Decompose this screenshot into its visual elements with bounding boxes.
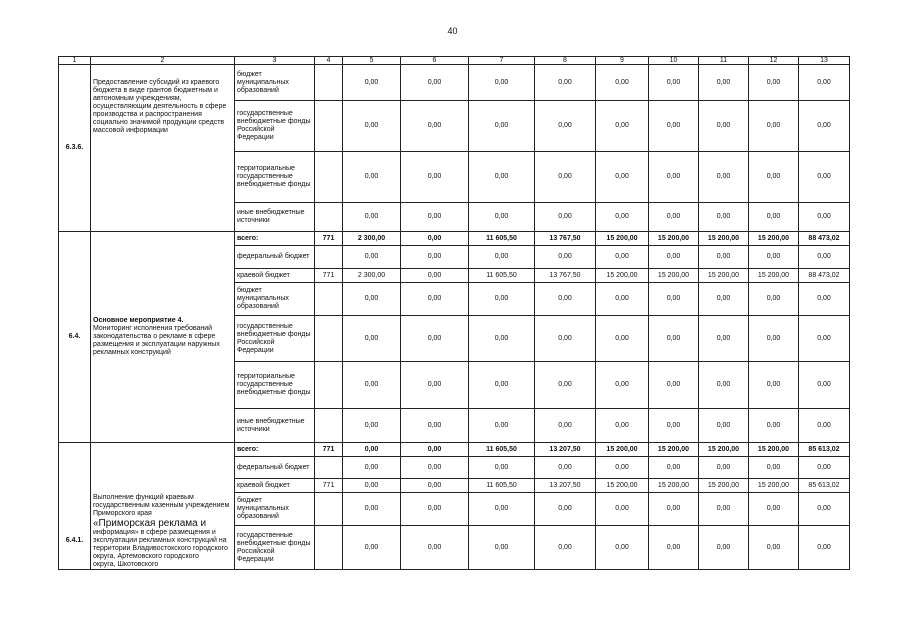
amount-cell: 0,00	[596, 409, 649, 443]
amount-cell: 0,00	[749, 246, 799, 269]
budget-table	[58, 56, 850, 570]
source-label: краевой бюджет	[235, 269, 315, 283]
amount-cell: 0,00	[799, 101, 850, 152]
item-name-text: информация» в сфере размещения и эксплуатации рекламных конструкций на территории Владивостокского городского округа, Артемовского городского	[93, 529, 228, 560]
kbk-cell	[315, 457, 343, 479]
item-name-bold: Основное мероприятие 4.	[93, 317, 184, 324]
column-number: 1	[59, 57, 91, 65]
amount-cell: 0,00	[343, 479, 401, 493]
source-label: государственные внебюджетные фонды Российской Федерации	[235, 101, 315, 152]
amount-cell: 0,00	[535, 457, 596, 479]
amount-cell: 0,00	[596, 152, 649, 203]
source-label: иные внебюджетные источники	[235, 203, 315, 232]
item-name-text: округа, Шкотовского	[93, 561, 159, 568]
amount-cell: 0,00	[535, 101, 596, 152]
kbk-cell: 771	[315, 443, 343, 457]
amount-cell: 15 200,00	[649, 479, 699, 493]
amount-cell: 0,00	[535, 152, 596, 203]
amount-cell: 15 200,00	[699, 269, 749, 283]
amount-cell: 0,00	[799, 409, 850, 443]
kbk-cell	[315, 203, 343, 232]
amount-cell: 0,00	[799, 316, 850, 362]
amount-cell: 0,00	[469, 283, 535, 316]
column-number: 6	[401, 57, 469, 65]
amount-cell: 0,00	[749, 526, 799, 570]
kbk-cell: 771	[315, 269, 343, 283]
amount-cell: 0,00	[799, 362, 850, 409]
kbk-cell	[315, 152, 343, 203]
source-label: всего:	[235, 443, 315, 457]
amount-cell: 0,00	[699, 409, 749, 443]
amount-cell: 0,00	[749, 409, 799, 443]
kbk-cell	[315, 526, 343, 570]
amount-cell: 0,00	[596, 493, 649, 526]
kbk-cell	[315, 493, 343, 526]
column-number: 9	[596, 57, 649, 65]
amount-cell: 0,00	[699, 203, 749, 232]
header-row	[59, 57, 850, 65]
amount-cell: 0,00	[343, 283, 401, 316]
table-row	[59, 65, 850, 101]
amount-cell: 0,00	[401, 232, 469, 246]
amount-cell: 0,00	[596, 65, 649, 101]
amount-cell: 0,00	[401, 65, 469, 101]
column-number: 5	[343, 57, 401, 65]
column-number: 11	[699, 57, 749, 65]
amount-cell: 0,00	[649, 101, 699, 152]
amount-cell: 0,00	[343, 443, 401, 457]
kbk-cell	[315, 409, 343, 443]
amount-cell: 0,00	[749, 203, 799, 232]
amount-cell: 0,00	[596, 246, 649, 269]
amount-cell: 15 200,00	[699, 232, 749, 246]
amount-cell: 0,00	[343, 101, 401, 152]
amount-cell: 0,00	[749, 493, 799, 526]
source-label: федеральный бюджет	[235, 457, 315, 479]
amount-cell: 0,00	[469, 203, 535, 232]
item-code: 6.4.	[59, 232, 91, 443]
amount-cell: 0,00	[649, 493, 699, 526]
amount-cell: 2 300,00	[343, 232, 401, 246]
kbk-cell	[315, 65, 343, 101]
source-label: всего:	[235, 232, 315, 246]
item-code: 6.3.6.	[59, 65, 91, 232]
source-label: бюджет муниципальных образований	[235, 493, 315, 526]
amount-cell: 0,00	[699, 362, 749, 409]
amount-cell: 0,00	[649, 203, 699, 232]
amount-cell: 0,00	[343, 65, 401, 101]
amount-cell: 0,00	[799, 526, 850, 570]
amount-cell: 15 200,00	[649, 232, 699, 246]
amount-cell: 0,00	[343, 493, 401, 526]
amount-cell: 0,00	[535, 362, 596, 409]
column-number: 12	[749, 57, 799, 65]
amount-cell: 0,00	[469, 152, 535, 203]
amount-cell: 0,00	[343, 526, 401, 570]
amount-cell: 15 200,00	[596, 269, 649, 283]
amount-cell: 0,00	[699, 101, 749, 152]
amount-cell: 0,00	[749, 101, 799, 152]
amount-cell: 0,00	[749, 283, 799, 316]
amount-cell: 15 200,00	[749, 479, 799, 493]
amount-cell: 0,00	[649, 283, 699, 316]
amount-cell: 11 605,50	[469, 232, 535, 246]
amount-cell: 0,00	[469, 316, 535, 362]
amount-cell: 0,00	[401, 152, 469, 203]
amount-cell: 0,00	[401, 443, 469, 457]
amount-cell: 88 473,02	[799, 232, 850, 246]
column-number: 7	[469, 57, 535, 65]
item-name-text: Выполнение функций краевым государственным казенным учреждением Приморского края	[93, 494, 230, 517]
amount-cell: 0,00	[535, 203, 596, 232]
amount-cell: 0,00	[535, 316, 596, 362]
amount-cell: 0,00	[469, 493, 535, 526]
amount-cell: 0,00	[699, 457, 749, 479]
amount-cell: 0,00	[799, 283, 850, 316]
amount-cell: 0,00	[401, 246, 469, 269]
item-name-text: Мониторинг исполнения требований законодательства о рекламе в сфере размещения и эксплуатации наружных рекламных конструкций	[93, 325, 220, 356]
amount-cell: 2 300,00	[343, 269, 401, 283]
amount-cell: 0,00	[343, 246, 401, 269]
kbk-cell	[315, 101, 343, 152]
amount-cell: 0,00	[401, 362, 469, 409]
amount-cell: 0,00	[469, 457, 535, 479]
amount-cell: 15 200,00	[649, 269, 699, 283]
column-number: 4	[315, 57, 343, 65]
column-number: 2	[91, 57, 235, 65]
amount-cell: 0,00	[596, 316, 649, 362]
kbk-cell: 771	[315, 232, 343, 246]
amount-cell: 11 605,50	[469, 479, 535, 493]
amount-cell: 0,00	[799, 457, 850, 479]
amount-cell: 0,00	[343, 409, 401, 443]
amount-cell: 0,00	[401, 101, 469, 152]
amount-cell: 0,00	[469, 409, 535, 443]
amount-cell: 0,00	[343, 457, 401, 479]
amount-cell: 0,00	[749, 316, 799, 362]
amount-cell: 0,00	[699, 526, 749, 570]
kbk-cell	[315, 316, 343, 362]
amount-cell: 15 200,00	[699, 443, 749, 457]
amount-cell: 0,00	[596, 362, 649, 409]
amount-cell: 0,00	[469, 246, 535, 269]
amount-cell: 0,00	[749, 362, 799, 409]
amount-cell: 0,00	[343, 316, 401, 362]
amount-cell: 15 200,00	[749, 232, 799, 246]
amount-cell: 0,00	[535, 283, 596, 316]
amount-cell: 0,00	[596, 203, 649, 232]
amount-cell: 15 200,00	[749, 443, 799, 457]
kbk-cell	[315, 362, 343, 409]
column-number: 13	[799, 57, 850, 65]
column-number: 3	[235, 57, 315, 65]
amount-cell: 0,00	[699, 246, 749, 269]
amount-cell: 15 200,00	[749, 269, 799, 283]
amount-cell: 0,00	[749, 457, 799, 479]
amount-cell: 0,00	[596, 101, 649, 152]
amount-cell: 0,00	[699, 283, 749, 316]
item-name: Предоставление субсидий из краевого бюджета в виде грантов бюджетным и автономным учреждениям, осуществляющим деятельность в сфере производства и распространения социально значимой продукции средств массовой информации	[91, 65, 235, 232]
amount-cell: 0,00	[649, 316, 699, 362]
amount-cell: 0,00	[799, 203, 850, 232]
amount-cell: 13 207,50	[535, 443, 596, 457]
amount-cell: 0,00	[749, 65, 799, 101]
amount-cell: 0,00	[469, 362, 535, 409]
amount-cell: 0,00	[699, 493, 749, 526]
item-name-large: «Приморская реклама и	[93, 518, 207, 529]
amount-cell: 15 200,00	[699, 479, 749, 493]
source-label: бюджет муниципальных образований	[235, 65, 315, 101]
amount-cell: 0,00	[343, 362, 401, 409]
amount-cell: 0,00	[401, 409, 469, 443]
amount-cell: 0,00	[649, 526, 699, 570]
amount-cell: 0,00	[799, 493, 850, 526]
kbk-cell	[315, 246, 343, 269]
amount-cell: 0,00	[401, 203, 469, 232]
amount-cell: 0,00	[535, 65, 596, 101]
amount-cell: 0,00	[596, 283, 649, 316]
page-number: 40	[447, 26, 458, 36]
amount-cell: 0,00	[649, 152, 699, 203]
amount-cell: 0,00	[799, 152, 850, 203]
amount-cell: 0,00	[535, 493, 596, 526]
amount-cell: 0,00	[649, 409, 699, 443]
amount-cell: 13 767,50	[535, 269, 596, 283]
column-number: 10	[649, 57, 699, 65]
amount-cell: 0,00	[535, 526, 596, 570]
item-name	[91, 443, 235, 570]
amount-cell: 0,00	[535, 246, 596, 269]
amount-cell: 0,00	[535, 409, 596, 443]
source-label: иные внебюджетные источники	[235, 409, 315, 443]
amount-cell: 15 200,00	[596, 443, 649, 457]
amount-cell: 0,00	[596, 457, 649, 479]
table-row	[59, 443, 850, 457]
amount-cell: 0,00	[649, 246, 699, 269]
source-label: краевой бюджет	[235, 479, 315, 493]
amount-cell: 0,00	[799, 246, 850, 269]
amount-cell: 0,00	[343, 203, 401, 232]
item-name	[91, 232, 235, 443]
amount-cell: 85 613,02	[799, 443, 850, 457]
amount-cell: 88 473,02	[799, 269, 850, 283]
amount-cell: 0,00	[649, 65, 699, 101]
amount-cell: 0,00	[469, 526, 535, 570]
amount-cell: 0,00	[699, 316, 749, 362]
amount-cell: 0,00	[596, 526, 649, 570]
amount-cell: 0,00	[401, 283, 469, 316]
source-label: территориальные государственные внебюджетные фонды	[235, 362, 315, 409]
amount-cell: 0,00	[401, 457, 469, 479]
source-label: бюджет муниципальных образований	[235, 283, 315, 316]
amount-cell: 11 605,50	[469, 269, 535, 283]
kbk-cell: 771	[315, 479, 343, 493]
amount-cell: 0,00	[749, 152, 799, 203]
amount-cell: 0,00	[699, 65, 749, 101]
amount-cell: 0,00	[343, 152, 401, 203]
amount-cell: 13 767,50	[535, 232, 596, 246]
amount-cell: 0,00	[469, 101, 535, 152]
amount-cell: 0,00	[469, 65, 535, 101]
source-label: государственные внебюджетные фонды Российской Федерации	[235, 526, 315, 570]
amount-cell: 0,00	[401, 269, 469, 283]
amount-cell: 0,00	[401, 479, 469, 493]
amount-cell: 15 200,00	[596, 479, 649, 493]
amount-cell: 0,00	[401, 316, 469, 362]
amount-cell: 0,00	[649, 362, 699, 409]
table-row	[59, 232, 850, 246]
item-code: 6.4.1.	[59, 443, 91, 570]
amount-cell: 15 200,00	[596, 232, 649, 246]
source-label: федеральный бюджет	[235, 246, 315, 269]
amount-cell: 13 207,50	[535, 479, 596, 493]
amount-cell: 0,00	[401, 526, 469, 570]
amount-cell: 0,00	[401, 493, 469, 526]
amount-cell: 11 605,50	[469, 443, 535, 457]
kbk-cell	[315, 283, 343, 316]
source-label: территориальные государственные внебюджетные фонды	[235, 152, 315, 203]
amount-cell: 85 613,02	[799, 479, 850, 493]
column-number: 8	[535, 57, 596, 65]
amount-cell: 0,00	[649, 457, 699, 479]
source-label: государственные внебюджетные фонды Российской Федерации	[235, 316, 315, 362]
amount-cell: 0,00	[699, 152, 749, 203]
amount-cell: 0,00	[799, 65, 850, 101]
amount-cell: 15 200,00	[649, 443, 699, 457]
